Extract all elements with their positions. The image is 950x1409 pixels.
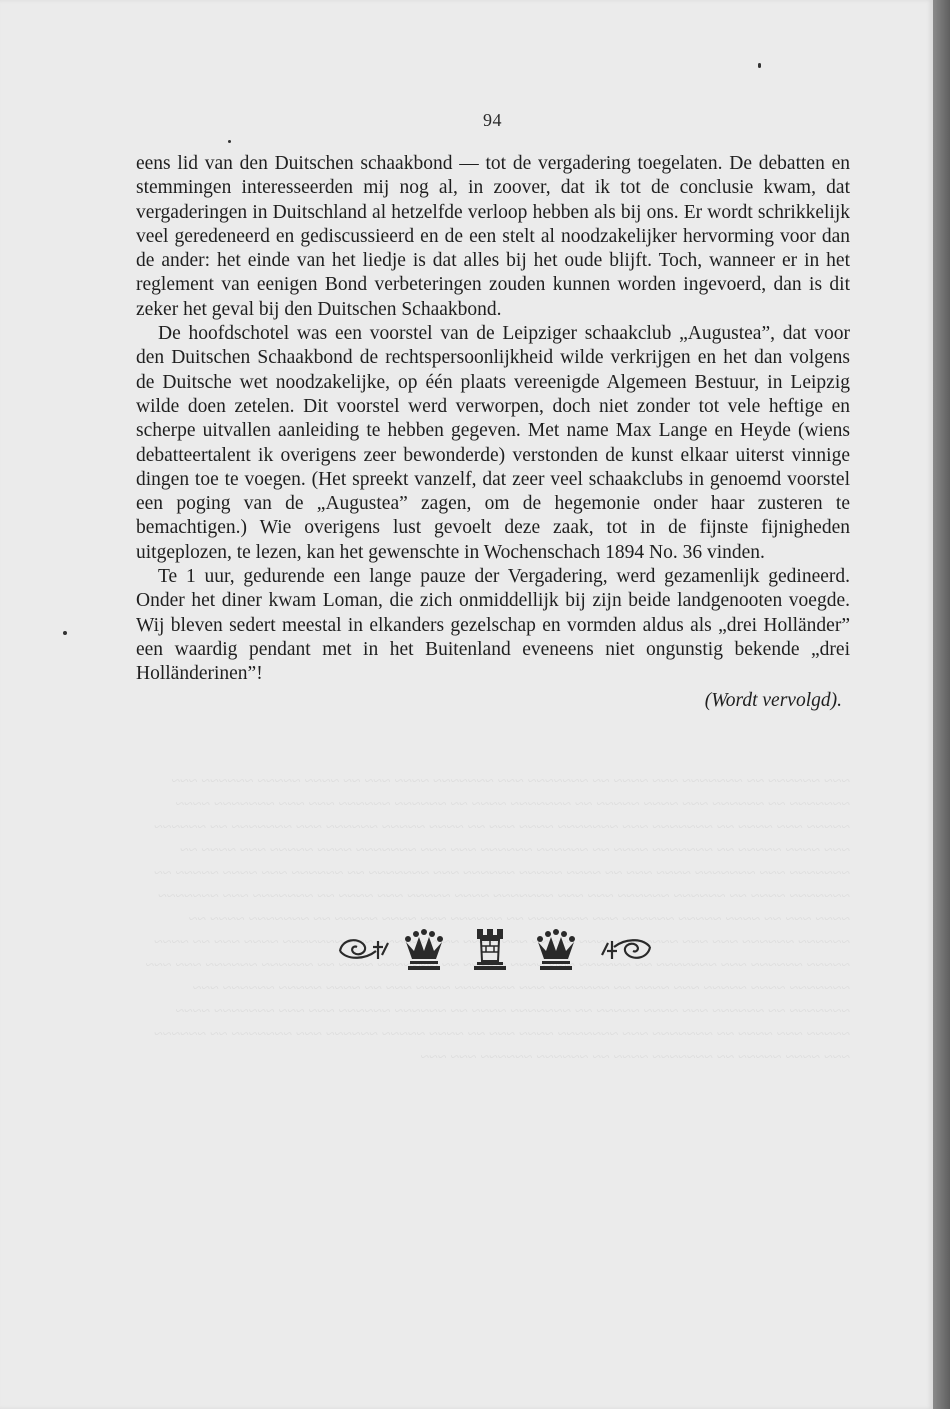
chess-ornament (336, 925, 654, 973)
paragraph-1: eens lid van den Duitschen schaakbond — tot de vergadering toegelaten. De debatten en stemmingen interesseerden mij nog al, in zoover, dat ik tot de conclusie kwam, dat vergaderingen in Duitschland al hetzelfde verloop hebben als bij ons. Er wordt schrikkelijk veel geredeneerd en gediscussieerd en de een stelt al noodzakelijker hervorming voor dan de ander: het einde van het liedje is dat alles bij het oude blijft. Toch, wanneer er in het reglement van eenigen Bond verbeteringen zouden kunnen worden ingevoerd, dan is dit zeker het geval bij den Duitschen Schaakbond. (136, 153, 850, 320)
rook-icon (474, 929, 506, 970)
crown-icon (537, 929, 575, 970)
margin-speck (228, 140, 231, 143)
paragraph-2: De hoofdschotel was een voorstel van de Leipziger schaakclub „Augustea”, dat voor den Duitschen Schaakbond de rechtspersoonlijkheid wilde verkrijgen en het dan volgens de Duitsche wet noodzakelijke, op één plaats vereenigde Algemeen Bestuur, in Leipzig wilde doen zetelen. Dit voorstel werd verworpen, doch niet zonder tot vele heftige en scherpe uitvallen aanleiding te hebben gegeven. Met name Max Lange en Heyde (wiens debatteertalent ik overigens zeer bewonderde) verstonden de kunst elkaar uiterst vinnige dingen toe te voegen. (Het spreekt vanzelf, dat zeer veel schaakclubs in genoemd voorstel een poging van de „Augustea” zagen, om de hegemonie onder haar zusteren te bemachtigen.) Wie overigens lust gevoelt deze zaak, tot in de fijnste fijnigheden uitgeplozen, te lezen, kan het gewenschte in Wochenschach 1894 No. 36 vinden. (136, 323, 850, 563)
show-through-text: ~~~ ~~~~~~ ~~ ~~~~~~~ ~~~ ~~~~ ~~ ~~~~~~~ ~~~ ~~~~~~~ ~~~~ ~~~ ~~ ~~~~ ~~~~~ ~~~~~~ ~~~ ~~~~~~~ ~~ ~~~~~~ ~~~ ~~~~ ~~~~~ ~~ ~~~~~~~ ~~~~ ~~ ~~~~~~ ~~~~~~ ~~~ ~~~ ~~~~~~~ ~~~~ ~~~~~ ~~~ ~~~~ ~~ ~~~~~~~ ~~~ ~~~~~~~ ~~~~ ~~~ ~~ ~~~~ ~~~~~ ~~~~~~ ~~~ ~~~~~~~ ~~ ~~~~~~ ~~~ ~~~~ ~~~~~ ~~ ~~~~~~~ ~~~~ ~~ ~~~~~~ ~~~~~~ ~~~ ~~~ ~~~~~~~ ~~~~ ~~~~~ ~~~ ~~~~ ~~ ~~~~~~~ ~~~ ~~~~~~~ ~~~~ ~~~ ~~ ~~~~ ~~~~~ ~~~~~~ ~~~ ~~~~~~~ ~~ ~~~~~~ ~~~ ~~~~ ~~~~~ ~~ ~~~~~~~ ~~~~ ~~ ~~~~~~ ~~~~~~ ~~~ ~~~ ~~~~~~~ ~~~~ ~~~~~ ~~~ ~~~~ ~~ ~~~~~~~ ~~~ ~~~~~~~ ~~~~ ~~~ ~~ ~~~~ ~~~~~ ~~~~~~ ~~~ ~~~~~~~ ~~ ~~~~~~ ~~~ ~~~~ ~~~~~ ~~ ~~~~~~~ ~~~~ ~~ ~~~~~~ ~~~~~~ ~~~ ~~~ ~~~~~~~ ~~~~ ~~~~~ ~~~ ~~~~ ~~ ~~~~~~~ ~~~ ~~~~~~~ ~~~~ ~~~ ~~ ~~~~ ~~~~~ ~~~~~~ ~~~ ~~~~~~~ ~~ ~~~~~~ ~~~ ~~~~ ~~~~~ ~~ ~~~~~~~ ~~~~ ~~ ~~~~~~ ~~~~~~ ~~~ ~~~ ~~~~~~~ ~~~~ ~~~~~ ~~~ ~~~~ ~~ ~~~~~~~ ~~~ ~~~~~~~ ~~~~ ~~~ ~~ ~~~~ ~~~~~ ~~~~~~ ~~~ ~~~~~~~ ~~ ~~~~~~ ~~~ ~~~~ ~~~~~ ~~ ~~~~~~~ ~~~~ ~~ ~~~~~~ ~~~~~~ ~~~ ~~~ ~~~~~~~ ~~~~ ~~~~~ ~~~ ~~~~ ~~ ~~~~~~~ ~~~ ~~~~~~~ ~~~~ ~~~ ~~ ~~~~ ~~~~~ ~~~~~~ ~~~ ~~~~~~~ ~~ ~~~~~~ ~~~ ~~~~ ~~~~~ ~~ ~~~~~~~ ~~~~ ~~ ~~~~~~ ~~~~~~ ~~~ ~~~ (145, 773, 850, 1066)
margin-speck (63, 631, 67, 635)
crown-icon (405, 929, 443, 970)
page-number: 94 (483, 110, 502, 130)
margin-speck (758, 63, 761, 68)
body-text (136, 152, 850, 713)
to-be-continued: (Wordt vervolgd). (704, 689, 842, 711)
page-edge (933, 0, 950, 1409)
paragraph-3: Te 1 uur, gedurende een lange pauze der Vergadering, werd gezamenlijk gedineerd. Onder het diner kwam Loman, die zich onmiddellijk bij zijn beide landgenooten voegde. Wij bleven sedert meestal in elkanders gezelschap en vormden aldus als „drei Holländer” een waardig pendant met in het Buitenland eveneens niet ongunstig bekende „drei Holländerinen”! (136, 566, 850, 685)
scroll-flourish-right-icon (602, 940, 650, 959)
scroll-flourish-left-icon (340, 940, 388, 959)
